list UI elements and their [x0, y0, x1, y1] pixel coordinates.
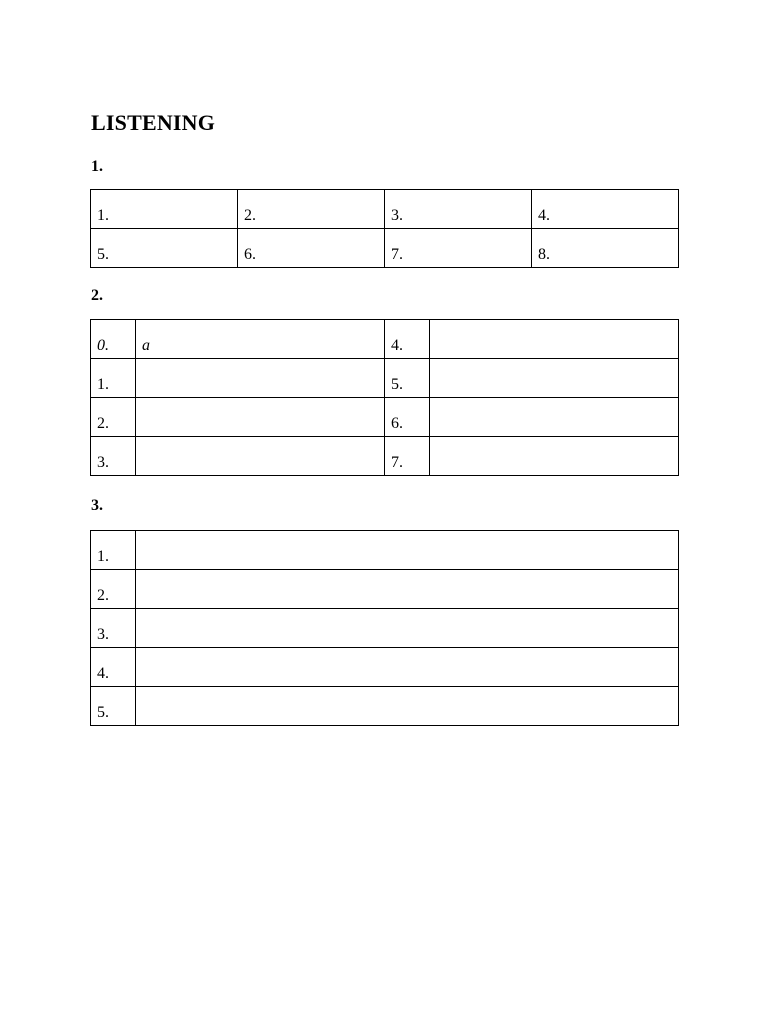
answer-cell[interactable] — [136, 359, 385, 398]
answer-cell[interactable]: 5. — [91, 229, 238, 268]
answer-cell[interactable] — [430, 320, 679, 359]
item-number: 2. — [91, 570, 136, 609]
section-2-label: 2. — [91, 287, 103, 304]
answer-cell[interactable] — [136, 531, 679, 570]
table-row — [91, 609, 679, 648]
section-1-label: 1. — [91, 158, 103, 175]
answer-cell[interactable] — [136, 648, 679, 687]
item-number: 6. — [385, 398, 430, 437]
item-number: 1. — [91, 531, 136, 570]
answer-cell[interactable] — [430, 398, 679, 437]
answer-cell[interactable]: 6. — [238, 229, 385, 268]
table-row — [91, 570, 679, 609]
answer-cell[interactable]: 2. — [238, 190, 385, 229]
section-3-label: 3. — [91, 497, 103, 514]
answer-cell[interactable] — [136, 687, 679, 726]
table-row — [91, 359, 679, 398]
item-number: 7. — [385, 437, 430, 476]
answer-cell[interactable]: 8. — [532, 229, 679, 268]
item-number: 1. — [91, 359, 136, 398]
answer-cell[interactable]: a — [136, 320, 385, 359]
item-number: 0. — [91, 320, 136, 359]
answer-cell[interactable]: 1. — [91, 190, 238, 229]
item-number: 4. — [91, 648, 136, 687]
section-3-table — [90, 530, 679, 726]
table-row — [91, 190, 679, 229]
table-row — [91, 437, 679, 476]
answer-cell[interactable] — [430, 359, 679, 398]
item-number: 3. — [91, 609, 136, 648]
section-2-table — [90, 319, 679, 476]
answer-cell[interactable] — [136, 570, 679, 609]
item-number: 3. — [91, 437, 136, 476]
item-number: 5. — [385, 359, 430, 398]
answer-cell[interactable] — [136, 398, 385, 437]
table-row — [91, 320, 679, 359]
item-number: 5. — [91, 687, 136, 726]
table-row — [91, 687, 679, 726]
answer-cell[interactable] — [136, 609, 679, 648]
answer-cell[interactable]: 3. — [385, 190, 532, 229]
answer-cell[interactable] — [136, 437, 385, 476]
item-number: 4. — [385, 320, 430, 359]
answer-cell[interactable] — [430, 437, 679, 476]
table-row — [91, 229, 679, 268]
item-number: 2. — [91, 398, 136, 437]
answer-cell[interactable]: 7. — [385, 229, 532, 268]
table-row — [91, 398, 679, 437]
table-row — [91, 648, 679, 687]
section-1-table — [90, 189, 679, 268]
table-row — [91, 531, 679, 570]
answer-cell[interactable]: 4. — [532, 190, 679, 229]
page-title: LISTENING — [91, 110, 216, 135]
